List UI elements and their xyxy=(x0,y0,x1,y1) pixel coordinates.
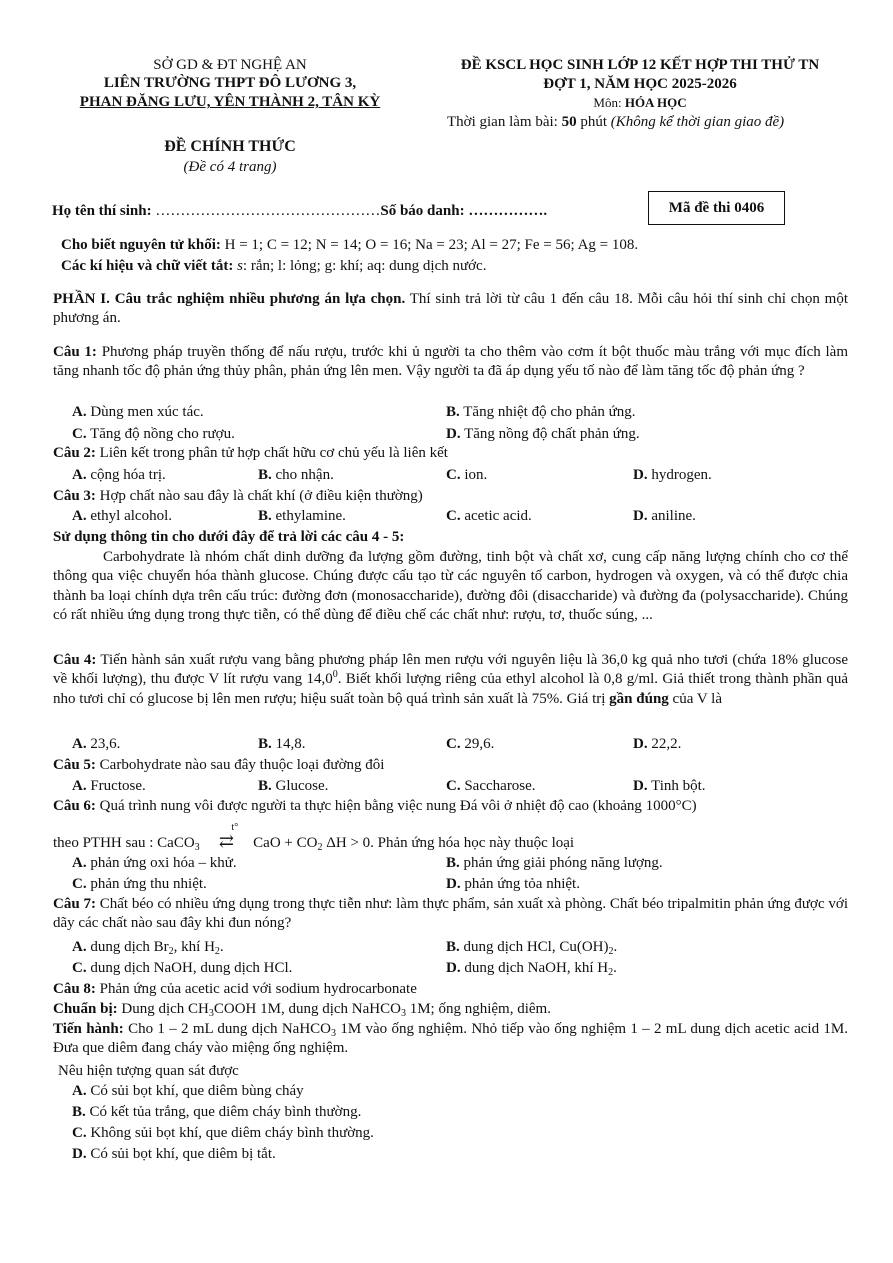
pages-note: (Đề có 4 trang) xyxy=(183,159,277,175)
q1-option-b[interactable]: B. Tăng nhiệt độ cho phản ứng. xyxy=(446,404,636,420)
q4-option-d[interactable]: D. 22,2. xyxy=(633,736,682,752)
time-unit: phút xyxy=(580,114,607,130)
time-note: (Không kể thời gian giao đề) xyxy=(610,114,785,130)
q3-option-c[interactable]: C. acetic acid. xyxy=(446,508,532,524)
q3-option-a[interactable]: A. ethyl alcohol. xyxy=(72,508,172,524)
question-4: Câu 4: Tiến hành sản xuất rượu vang bằng phương pháp lên men rượu với nguyên liệu là 36,0 kg quả nho tươi (chứa 18% glucose về khối lượng), thu được V lít rượu vang 14,0$^0$. Biết khối lượng riêng của ethyl alcohol là 0,8 g/ml. Giả thiết trong thành phần quả nho tươi chỉ có glucose bị lên men rượu; hiệu suất toàn bộ quá trình sản xuất là 75%. Giá trị gần đúng của V là xyxy=(53,652,849,707)
q8-option-c[interactable]: C. Không sủi bọt khí, que diêm cháy bình thường. xyxy=(72,1125,374,1141)
q4-option-b[interactable]: B. 14,8. xyxy=(258,736,306,752)
q2-option-a[interactable]: A. cộng hóa trị. xyxy=(72,467,166,483)
q4-option-a[interactable]: A. 23,6. xyxy=(72,736,121,752)
dept-name: SỞ GD & ĐT NGHỆ AN xyxy=(153,57,307,73)
name-label: Họ tên thí sinh: xyxy=(52,203,152,219)
symbols-text: rắn; l: lỏng; g: khí; aq: dung dịch nước. xyxy=(250,258,487,274)
q4-option-c[interactable]: C. 29,6. xyxy=(446,736,495,752)
candidate-line xyxy=(52,203,547,220)
part1-title: PHẦN I. Câu trắc nghiệm nhiều phương án lựa chọn. xyxy=(53,291,406,307)
question-8: Câu 8: Phản ứng của acetic acid với sodium hydrocarbonate xyxy=(53,981,417,997)
q5-option-d[interactable]: D. Tinh bột. xyxy=(633,778,706,794)
symbols-line: Các kí hiệu và chữ viết tắt: s: rắn; l: lỏng; g: khí; aq: dung dịch nước. xyxy=(61,258,487,274)
question-5: Câu 5: Carbohydrate nào sau đây thuộc loại đường đôi xyxy=(53,757,385,773)
q2-option-d[interactable]: D. hydrogen. xyxy=(633,467,712,483)
question-6: Câu 6: Quá trình nung vôi được người ta thực hiện bằng việc nung Đá vôi ở nhiệt độ cao (khoảng 1000°C) xyxy=(53,798,697,814)
exam-title-line2: ĐỢT 1, NĂM HỌC 2025-2026 xyxy=(543,76,737,92)
time-label: Thời gian làm bài: xyxy=(447,114,558,130)
q8-procedure: Tiến hành: Cho 1 – 2 mL dung dịch NaHCO$_3$ 1M vào ống nghiệm. Nhỏ tiếp vào ống nghiệm 1 – 2 mL dung dịch acetic acid 1M. Đưa que diêm đang cháy vào miệng ống nghiệm. xyxy=(53,1021,848,1057)
question-1 xyxy=(53,343,848,382)
schools-line1: LIÊN TRƯỜNG THPT ĐÔ LƯƠNG 3, xyxy=(103,75,357,91)
q8-option-b[interactable]: B. Có kết tủa trắng, que diêm cháy bình thường. xyxy=(72,1104,362,1120)
subject-name: HÓA HỌC xyxy=(624,95,687,110)
symbols-label: Các kí hiệu và chữ viết tắt: xyxy=(61,258,234,274)
id-label: Số báo danh: xyxy=(380,203,465,219)
q8-option-d[interactable]: D. Có sủi bọt khí, que diêm bị tắt. xyxy=(72,1146,276,1162)
q2-option-b[interactable]: B. cho nhận. xyxy=(258,467,334,483)
time-value: 50 xyxy=(561,114,577,130)
q8-option-a[interactable]: A. Có sủi bọt khí, que diêm bùng cháy xyxy=(72,1083,304,1099)
exam-code-box: Mã đề thi 0406 xyxy=(648,191,785,225)
subject-label: Môn: xyxy=(593,95,622,110)
q6-option-d[interactable]: D. phản ứng tỏa nhiệt. xyxy=(446,876,580,892)
q1-option-a[interactable]: A. Dùng men xúc tác. xyxy=(72,404,204,420)
q1-text: Phương pháp truyền thống để nấu rượu, trước khi ủ người ta cho thêm vào cơm ít bột thuốc màu trắng với mục đích làm tăng nhanh tốc độ phản ứng thủy phân, phản ứng lên men. Vậy người ta đã áp dụng yếu tố nào để làm tăng tốc độ phản ứng ? xyxy=(53,344,849,380)
question-2: Câu 2: Liên kết trong phân tử hợp chất hữu cơ chủ yếu là liên kết xyxy=(53,445,448,461)
q1-option-c[interactable]: C. Tăng độ nồng cho rượu. xyxy=(72,426,235,442)
question-3: Câu 3: Hợp chất nào sau đây là chất khí (ở điều kiện thường) xyxy=(53,488,423,504)
question-7: Câu 7: Chất béo có nhiều ứng dụng trong thực tiễn như: làm thực phẩm, sản xuất xà phòng. Chất béo tripalmitin phản ứng được với dãy các chất nào sau đây khi đun nóng? xyxy=(53,896,849,932)
q6-option-a[interactable]: A. phản ứng oxi hóa – khử. xyxy=(72,855,237,871)
q3-option-d[interactable]: D. aniline. xyxy=(633,508,696,524)
equilibrium-arrow-icon: t° ⇄ xyxy=(218,822,239,851)
part1-text: Thí sinh trả lời từ câu 1 đến câu 18. Mỗi câu hỏi thí sinh chỉ chọn một phương án. xyxy=(53,291,848,327)
q6-option-b[interactable]: B. phản ứng giải phóng năng lượng. xyxy=(446,855,663,871)
q5-option-c[interactable]: C. Saccharose. xyxy=(446,778,536,794)
subject-line xyxy=(415,94,865,112)
q8-preparation: Chuẩn bị: Dung dịch $CH_3COOH$ 1M, dung dịch NaHCO$_3$ 1M; ống nghiệm, diêm. xyxy=(53,1001,551,1019)
q7-option-a[interactable]: A. dung dịch $Br_2$, khí $H_2$. xyxy=(72,939,224,957)
info-4-5-title: Sử dụng thông tin cho dưới đây để trả lời các câu 4 - 5: xyxy=(53,529,405,545)
info-4-5-text: Carbohydrate là nhóm chất dinh dưỡng đa lượng gồm đường, tinh bột và chất xơ, cung cấp năng lượng chính cho cơ thể thông qua việc chuyển hóa thành glucose. Chúng được cấu tạo từ các nguyên tố carbon, hydrogen và oxygen, và có thể được chia thành ba loại chính dựa trên cấu trúc: đường đơn (monosaccharide), đường đôi (disaccharide) và đường đa (polysaccharide). Chúng có rất nhiều ứng dụng trong thực tiễn, có thể dùng để điều chế các chất như: rượu, tơ, thuốc súng, ... xyxy=(53,549,848,624)
atomic-mass-label: Cho biết nguyên tử khối: xyxy=(61,237,221,253)
q5-option-a[interactable]: A. Fructose. xyxy=(72,778,146,794)
q3-option-b[interactable]: B. ethylamine. xyxy=(258,508,346,524)
q5-option-b[interactable]: B. Glucose. xyxy=(258,778,329,794)
atomic-mass-values: H = 1; C = 12; N = 14; O = 16; Na = 23; Al = 27; Fe = 56; Ag = 108. xyxy=(224,237,639,253)
atomic-mass-line xyxy=(61,237,638,254)
exam-title-line1: ĐỀ KSCL HỌC SINH LỚP 12 KẾT HỢP THI THỬ TN xyxy=(460,57,820,73)
q7-option-c[interactable]: C. dung dịch NaOH, dung dịch HCl. xyxy=(72,960,293,976)
q1-option-d[interactable]: D. Tăng nồng độ chất phản ứng. xyxy=(446,426,640,442)
q7-option-d[interactable]: D. dung dịch NaOH, khí $H_2$. xyxy=(446,960,617,978)
schools-line2: PHAN ĐĂNG LƯU, YÊN THÀNH 2, TÂN KỲ xyxy=(79,94,381,110)
q2-option-c[interactable]: C. ion. xyxy=(446,467,488,483)
name-dots: ……………………………………… xyxy=(155,203,381,219)
time-line xyxy=(447,114,784,131)
q7-option-b[interactable]: B. dung dịch HCl, $Cu(OH)_2$. xyxy=(446,939,618,957)
q1-label: Câu 1: xyxy=(53,344,97,360)
id-dots: ……………. xyxy=(468,203,548,219)
q8-observe: Nêu hiện tượng quan sát được xyxy=(58,1063,239,1079)
q6-equation: theo PTHH sau : CaCO$_3$ t° ⇄ CaO + $CO_2$ ΔH > 0. Phản ứng hóa học này thuộc loại xyxy=(53,822,575,853)
official-label: ĐỀ CHÍNH THỨC xyxy=(164,138,296,155)
q6-option-c[interactable]: C. phản ứng thu nhiệt. xyxy=(72,876,207,892)
part1-intro xyxy=(53,290,848,329)
